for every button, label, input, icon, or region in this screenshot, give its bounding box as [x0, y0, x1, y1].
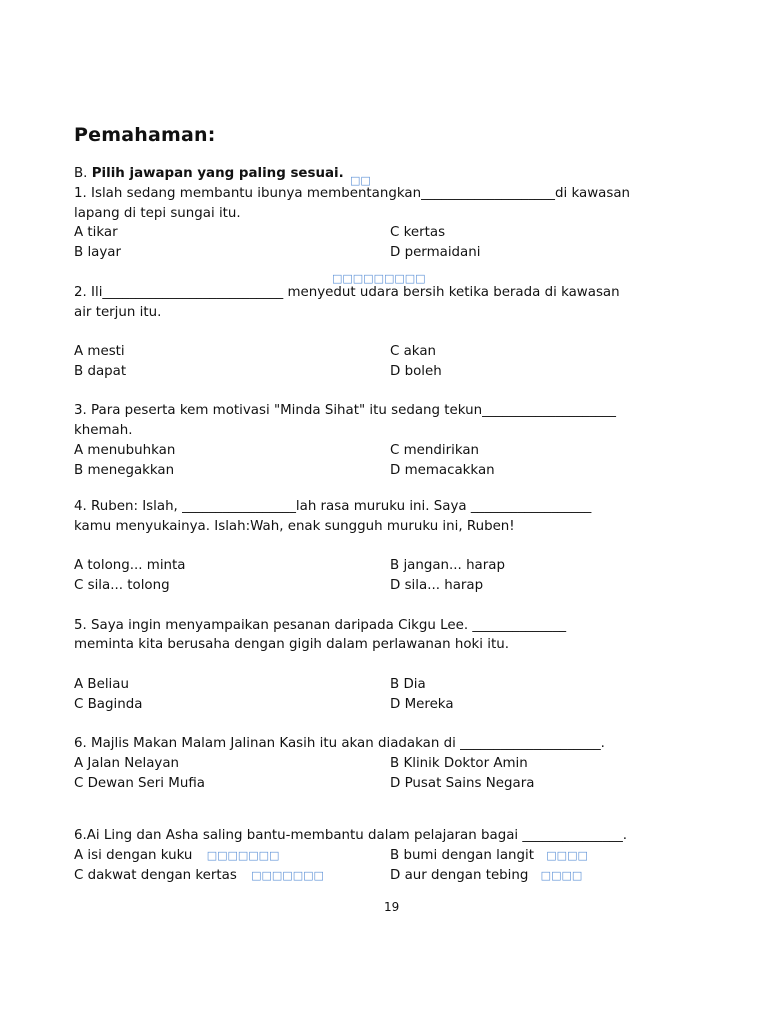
missing-glyphs: □□□□□□□ [251, 869, 324, 882]
question-1-option-d: D permaidani [390, 245, 481, 260]
question-1-option-c: C kertas [390, 225, 446, 240]
question-6-option-c: C Dewan Seri Mufia [74, 776, 205, 791]
question-6-option-b: B Klinik Doktor Amin [390, 756, 528, 771]
question-5-option-d: D Mereka [390, 697, 454, 712]
question-3-option-b: B menegakkan [74, 463, 175, 478]
question-1-option-a: A tikar [74, 225, 118, 240]
question-4-option-a: A tolong... minta [74, 558, 186, 573]
question-7-option-c [74, 867, 324, 885]
question-4-line-1: 4. Ruben: Islah, _________________lah rasa muruku ini. Saya __________________ [74, 499, 592, 514]
question-2-option-c: C akan [390, 344, 437, 359]
missing-glyphs: □□ [350, 174, 371, 187]
question-2-option-b: B dapat [74, 364, 127, 379]
question-6-option-a: A Jalan Nelayan [74, 756, 180, 771]
question-4-option-c: C sila... tolong [74, 578, 170, 593]
option-text: B bumi dengan langit [390, 848, 535, 863]
option-text: C dakwat dengan kertas [74, 868, 237, 883]
question-3-line-2: khemah. [74, 423, 133, 438]
question-1-option-b: B layar [74, 245, 122, 260]
missing-glyphs: □□□□ [540, 869, 583, 882]
instruction-prefix: B. [74, 166, 92, 181]
question-3-option-d: D memacakkan [390, 463, 495, 478]
question-6-line-1: 6. Majlis Makan Malam Jalinan Kasih itu akan diadakan di _____________________. [74, 736, 605, 751]
question-7-option-a [74, 847, 279, 865]
instruction-text: Pilih jawapan yang paling sesuai. [91, 166, 344, 181]
question-2-option-d: D boleh [390, 364, 442, 379]
question-4-line-2: kamu menyukainya. Islah:Wah, enak sungguh muruku ini, Ruben! [74, 519, 515, 534]
question-5-line-2: meminta kita berusaha dengan gigih dalam perlawanan hoki itu. [74, 637, 509, 652]
question-7-line-1: 6.Ai Ling dan Asha saling bantu-membantu dalam pelajaran bagai _______________. [74, 828, 628, 843]
question-2-line-2: air terjun itu. [74, 305, 162, 320]
question-3-option-c: C mendirikan [390, 443, 480, 458]
question-4-option-b: B jangan... harap [390, 558, 505, 573]
question-5-option-a: A Beliau [74, 677, 129, 692]
question-5-line-1: 5. Saya ingin menyampaikan pesanan daripada Cikgu Lee. ______________ [74, 618, 567, 633]
missing-glyphs: □□□□□□□□□ [332, 272, 426, 285]
question-5-option-b: B Dia [390, 677, 426, 692]
question-7-option-b [390, 847, 588, 865]
missing-glyphs: □□□□ [546, 849, 588, 862]
missing-glyphs: □□□□□□□ [206, 849, 280, 862]
question-7-option-d [390, 867, 582, 885]
section-title: Pemahaman: [74, 124, 216, 146]
option-text: A isi dengan kuku [74, 848, 193, 863]
question-1-line-1: 1. Islah sedang membantu ibunya membentangkan____________________di kawasan [74, 186, 631, 201]
option-text: D aur dengan tebing [390, 868, 529, 883]
question-5-option-c: C Baginda [74, 697, 143, 712]
question-6-option-d: D Pusat Sains Negara [390, 776, 535, 791]
question-2-option-a: A mesti [74, 344, 125, 359]
question-3-line-1: 3. Para peserta kem motivasi "Minda Sihat" itu sedang tekun____________________ [74, 403, 617, 418]
question-1-line-2: lapang di tepi sungai itu. [74, 206, 241, 221]
question-3-option-a: A menubuhkan [74, 443, 176, 458]
question-4-option-d: D sila... harap [390, 578, 484, 593]
page-number: 19 [384, 900, 400, 914]
instruction [74, 165, 344, 183]
question-2-line-1: 2. Ili___________________________ menyedut udara bersih ketika berada di kawasan [74, 285, 620, 300]
